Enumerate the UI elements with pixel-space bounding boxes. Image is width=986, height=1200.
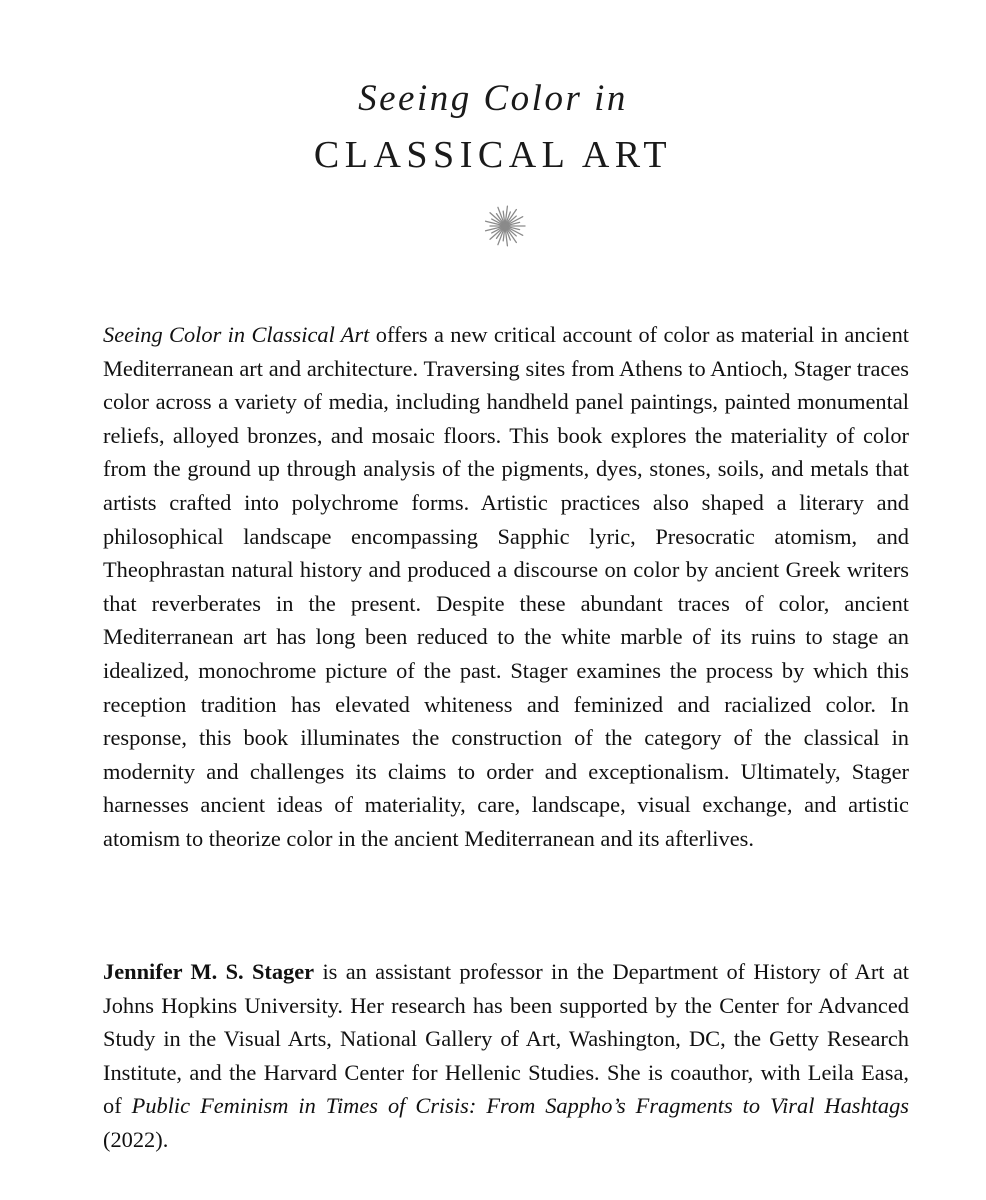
description-text: offers a new critical account of color as material in ancient Mediterranean art and architecture. Traversing sites from Athens to Antioch, Stager traces color across a variety of media, including handheld panel paintings, painted monumental reliefs, alloyed bronzes, and mosaic floors. This book explores the materiality of color from the ground up through analysis of the pigments, dyes, stones, soils, and metals that artists crafted into polychrome forms. Artistic practices also shaped a literary and philosophical landscape encompassing Sapphic lyric, Presocratic atomism, and Theophrastan natural history and produced a discourse on color by ancient Greek writers that reverberates in the present. Despite these abundant traces of color, ancient Mediterranean art has long been reduced to the white marble of its ruins to stage an idealized, monochrome picture of the past. Stager examines the process by which this reception tradition has elevated whiteness and feminized and racialized color. In response, this book illuminates the construction of the category of the classical in modernity and challenges its claims to order and exceptionalism. Ultimately, Stager harnesses ancient ideas of materiality, care, landscape, visual exchange, and artistic atomism to theorize color in the ancient Mediterranean and its afterlives. [103, 322, 910, 851]
author-name: Jennifer M. S. Stager [103, 959, 315, 984]
book-title-inline: Seeing Color in Classical Art [103, 322, 370, 347]
title-line-1: Seeing Color in [358, 78, 628, 119]
book-description [103, 318, 909, 856]
author-bio [103, 955, 909, 1157]
coauthored-work-title: Public Feminism in Times of Crisis: From Sappho’s Fragments to Viral Hashtags [131, 1093, 910, 1119]
sunburst-icon [483, 204, 527, 248]
bio-text: is an assistant professor in the Department of History of Art at Johns Hopkins University. Her research has been supported by the Center for Advanced Study in the Visual Arts, National Gallery of Art, Washington, DC, the Getty Research Institute, and the Harvard Center for Hellenic Studies. She is coauthor, with Leila Easa, of [103, 959, 910, 1119]
coauthored-work-year: (2022). [103, 1126, 169, 1152]
title-line-2: CLASSICAL ART [313, 134, 673, 176]
